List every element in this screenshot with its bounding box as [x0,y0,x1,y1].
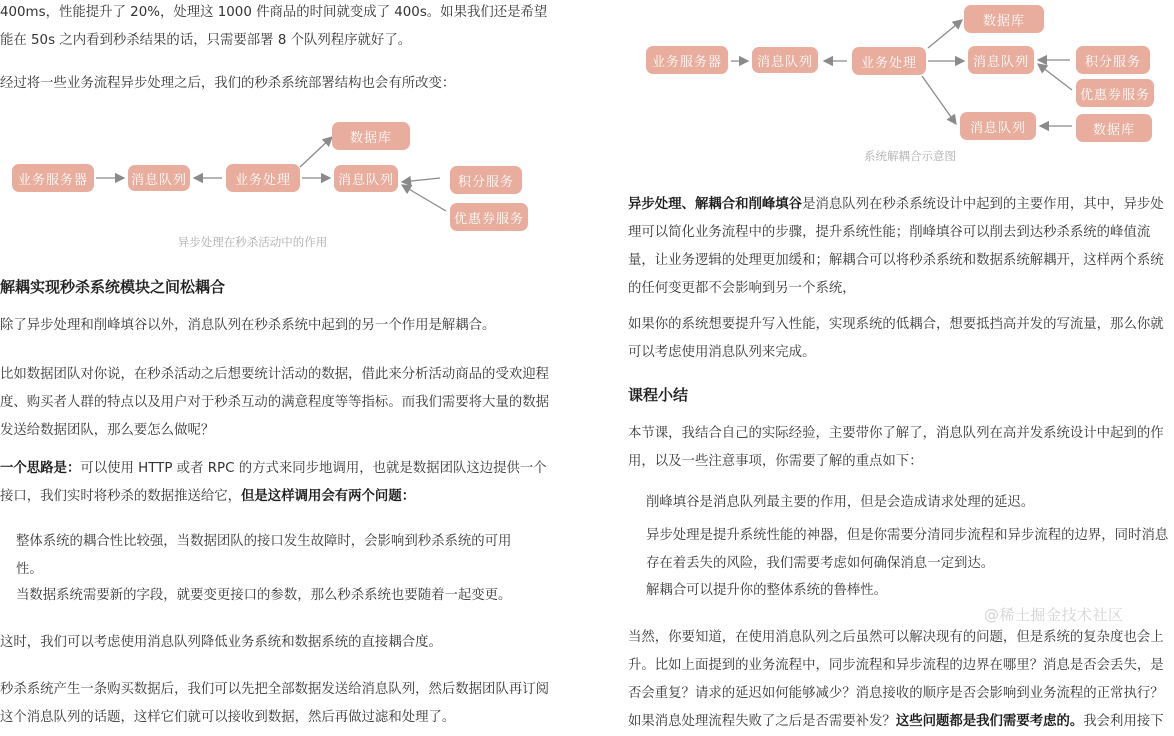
message-queue-box: 消息队列 [752,47,818,73]
database-box: 数据库 [1076,114,1152,142]
summary-bold: 异步处理、解耦合和削峰填谷 [628,197,803,212]
point-item-1: 削峰填谷是消息队列最主要的作用，但是会造成请求处理的延迟。 [646,495,1035,510]
decouple-heading: 解耦实现秒杀系统模块之间松耦合 [0,278,226,296]
idea-text: 可以使用 HTTP 或者 RPC 的方式来同步地调用，也就是数据团队这边提供一个接口，我们实时将秒杀的数据推送给它， [0,461,547,504]
business-server-box: 业务服务器 [12,164,94,192]
points-service-box: 积分服务 [1076,46,1150,74]
async-diagram-caption: 异步处理在秒杀活动中的作用 [177,235,328,249]
message-queue-box: 消息队列 [128,165,190,191]
message-queue-box: 消息队列 [968,46,1034,74]
message-queue-box: 消息队列 [960,112,1036,140]
summary-paragraph [628,191,1174,303]
decouple-diagram [628,0,1174,170]
issue-item-2: 当数据系统需要新的字段，就要变更接口的参数，那么秒杀系统也要随着一起变更。 [16,588,512,603]
decouple-diagram-caption: 系统解耦合示意图 [864,149,956,163]
database-box: 数据库 [332,122,410,150]
issue-item-1: 整体系统的耦合性比较强，当数据团队的接口发生故障时，会影响到秒杀系统的可用性。 [16,534,512,577]
business-server-box: 业务服务器 [646,46,728,74]
lesson-intro-paragraph: 本节课，我结合自己的实际经验，主要带你了解了，消息队列在高并发系统设计中起到的作用，以及一些注意事项，你需要了解的重点如下： [628,426,1164,469]
point-item-2: 异步处理是提升系统性能的神器，但是你需要分清同步流程和异步流程的边界，同时消息存在着丢失的风险，我们需要考虑如何确保消息一定到达。 [646,528,1169,571]
intro-paragraph: 400ms，性能提升了 20%，处理这 1000 件商品的时间就变成了 400s。如果我们还是希望能在 50s 之内看到秒杀结果的话，只需要部署 8 个队列程序就好了。 [0,5,548,48]
idea-label: 一个思路是： [0,461,81,476]
site-watermark: @稀土掘金技术社区 [984,606,1124,624]
closing-paragraph [628,624,1174,736]
coupon-service-box: 优惠券服务 [1076,79,1154,107]
database-box: 数据库 [964,5,1044,33]
idea-paragraph [0,455,560,511]
business-process-box: 业务处理 [852,47,926,75]
coupon-service-box: 优惠券服务 [450,203,528,231]
write-perf-paragraph: 如果你的系统想要提升写入性能，实现系统的低耦合，想要抵挡高并发的写流量，那么你就可以考虑使用消息队列来完成。 [628,317,1164,360]
idea-bold: 但是这样调用会有两个问题： [241,489,416,504]
message-queue-box: 消息队列 [334,165,398,192]
closing-text: 当然，你要知道，在使用消息队列之后虽然可以解决现有的问题，但是系统的复杂度也会上升。比如上面提到的业务流程中，同步流程和异步流程的边界在哪里？消息是否会丢失，是否会重复？请求的延迟如何能够减少？消息接收的顺序是否会影响到业务流程的正常执行？如果消息处理流程失败了之后是否需要补发？ [628,630,1164,729]
decouple-paragraph-1: 除了异步处理和削峰填谷以外，消息队列在秒杀系统中起到的另一个作用是解耦合。 [0,318,496,333]
decouple-paragraph-2: 比如数据团队对你说，在秒杀活动之后想要统计活动的数据，借此来分析活动商品的受欢迎程度、购买者人群的特点以及用户对于秒杀互动的满意程度等等指标。而我们需要将大量的数据发送给数据团队，那么要怎么做呢？ [0,367,550,438]
after-async-paragraph: 经过将一些业务流程异步处理之后，我们的秒杀系统部署结构也会有所改变： [0,76,456,91]
final-paragraph: 秒杀系统产生一条购买数据后，我们可以先把全部数据发送给消息队列，然后数据团队再订阅这个消息队列的话题，这样它们就可以接收到数据，然后再做过滤和处理了。 [0,682,550,725]
lesson-summary-heading: 课程小结 [628,386,689,404]
business-process-box: 业务处理 [226,164,300,192]
points-service-box: 积分服务 [450,166,522,194]
point-item-3: 解耦合可以提升你的整体系统的鲁棒性。 [646,583,888,598]
closing-tail: 我会利用接下 [1083,714,1164,729]
closing-bold: 这些问题都是我们需要考虑的。 [895,714,1084,729]
summary-text: 是消息队列在秒杀系统设计中起到的主要作用，其中，异步处理可以简化业务流程中的步骤，提升系统性能；削峰填谷可以削去到达秒杀系统的峰值流量，让业务逻辑的处理更加缓和；解耦合可以将秒杀系统和数据系统解耦开，这样两个系统的任何变更都不会影响到另一个系统， [628,197,1164,296]
consider-paragraph: 这时，我们可以考虑使用消息队列降低业务系统和数据系统的直接耦合度。 [0,635,442,650]
